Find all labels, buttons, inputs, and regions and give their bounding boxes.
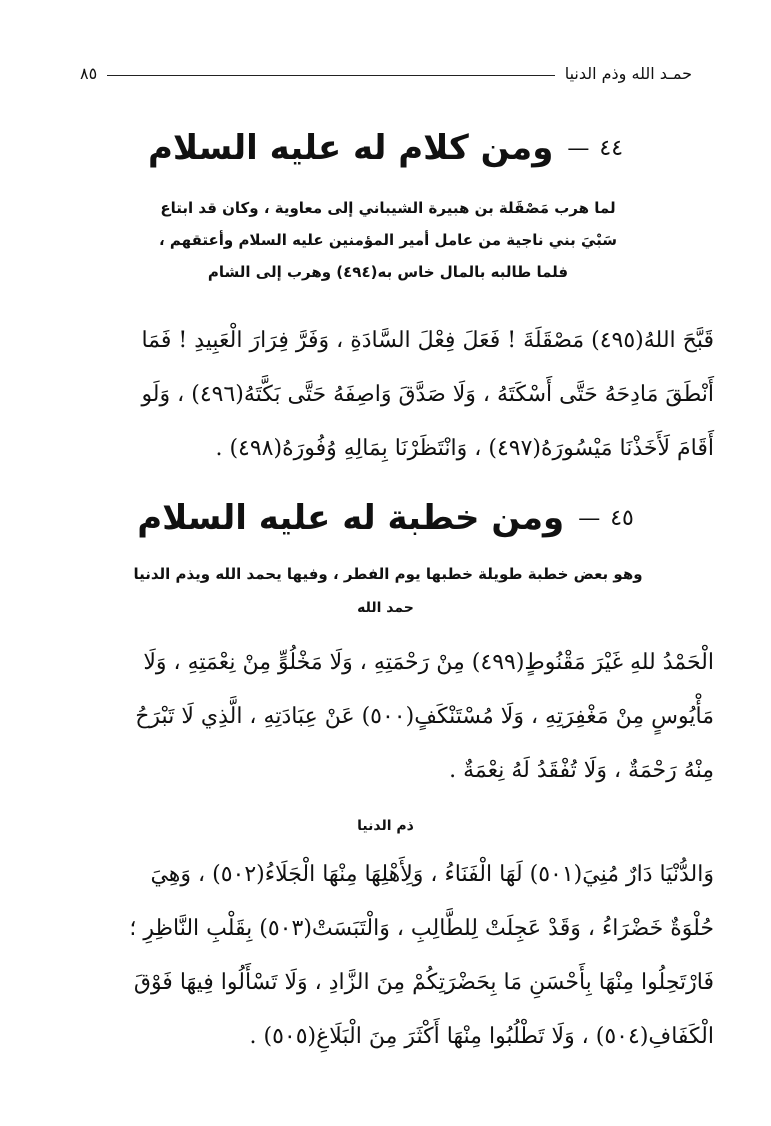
text-line: مِنْهُ رَحْمَةٌ ، وَلَا تُفْقَدُ لَهُ نِعْمَةٌ . xyxy=(449,758,714,783)
section-44-intro xyxy=(70,192,706,288)
page-header xyxy=(80,58,692,88)
section-45-text-praise xyxy=(62,636,714,798)
page-number: ٨٥ xyxy=(80,63,98,83)
intro-line: فلما طالبه بالمال خاس به(٤٩٤) وهرب إلى الشام xyxy=(207,263,569,281)
section-dash: — xyxy=(567,135,590,161)
section-title: ومن خطبة له عليه السلام xyxy=(137,498,565,538)
section-44-text xyxy=(62,314,714,476)
subheading-world: ذم الدنيا xyxy=(357,818,414,834)
text-line: قَبَّحَ اللهُ(٤٩٥) مَصْقَلَةَ ! فَعَلَ فِعْلَ السَّادَةِ ، وَفَرَّ فِرَارَ الْعَبِيدِ ! فَمَا xyxy=(141,328,714,353)
running-title: حمـد الله وذم الدنيا xyxy=(564,63,692,83)
text-line: الْكَفَافِ(٥٠٤) ، وَلَا تَطْلُبُوا مِنْهَا أَكْثَرَ مِنَ الْبَلَاغِ(٥٠٥) . xyxy=(249,1024,714,1049)
text-line: أَنْطَقَ مَادِحَهُ حَتَّى أَسْكَتَهُ ، وَلَا صَدَّقَ وَاصِفَهُ حَتَّى بَكَّتَهُ(٤٩٦) ، وَلَو xyxy=(141,382,714,407)
text-line: مَأْيُوسٍ مِنْ مَغْفِرَتِهِ ، وَلَا مُسْتَنْكَفٍ(٥٠٠) عَنْ عِبَادَتِهِ ، الَّذِي لَا تَبْرَحُ xyxy=(135,704,714,729)
text-line: حُلْوَةٌ خَضْرَاءُ ، وَقَدْ عَجِلَتْ لِلطَّالِبِ ، وَالْتَبَسَتْ(٥٠٣) بِقَلْبِ النَّاظِرِ ؛ xyxy=(129,916,714,941)
text-line: فَارْتَحِلُوا مِنْهَا بِأَحْسَنِ مَا بِحَضْرَتِكُمْ مِنَ الزَّادِ ، وَلَا تَسْأَلُوا فِيهَا فَوْقَ xyxy=(133,970,714,995)
section-number: ٤٤ xyxy=(599,135,624,161)
section-44-heading xyxy=(0,118,771,178)
section-45-intro xyxy=(70,558,706,590)
section-dash: — xyxy=(578,505,601,531)
section-45-text-world xyxy=(62,848,714,1064)
text-line: وَالدُّنْيَا دَارٌ مُنِيَ(٥٠١) لَهَا الْفَنَاءُ ، وَلِأَهْلِهَا مِنْهَا الْجَلَاءُ(٥٠٢) ، وَهِيَ xyxy=(150,862,714,887)
intro-line: سَبْيَ بني ناجية من عامل أمير المؤمنين عليه السلام وأعتقهم ، xyxy=(159,231,617,249)
intro-line: لما هرب مَصْقَلة بن هبيرة الشيباني إلى معاوية ، وكان قد ابتاع xyxy=(160,199,616,217)
text-line: الْحَمْدُ للهِ غَيْرَ مَقْنُوطٍ(٤٩٩) مِنْ رَحْمَتِهِ ، وَلَا مَخْلُوٍّ مِنْ نِعْمَتِهِ ، وَلَا xyxy=(143,650,714,675)
text-line: أَقَامَ لَأَخَذْنَا مَيْسُورَهُ(٤٩٧) ، وَانْتَظَرْنَا بِمَالِهِ وُفُورَهُ(٤٩٨) . xyxy=(215,436,714,461)
section-title: ومن كلام له عليه السلام xyxy=(147,128,554,168)
section-45-heading xyxy=(0,488,771,548)
intro-line: وهو بعض خطبة طويلة خطبها يوم الفطر ، وفيها يحمد الله ويذم الدنيا xyxy=(133,565,643,583)
header-rule xyxy=(107,75,555,76)
section-number: ٤٥ xyxy=(610,505,634,531)
subheading-praise: حمد الله xyxy=(357,600,414,616)
